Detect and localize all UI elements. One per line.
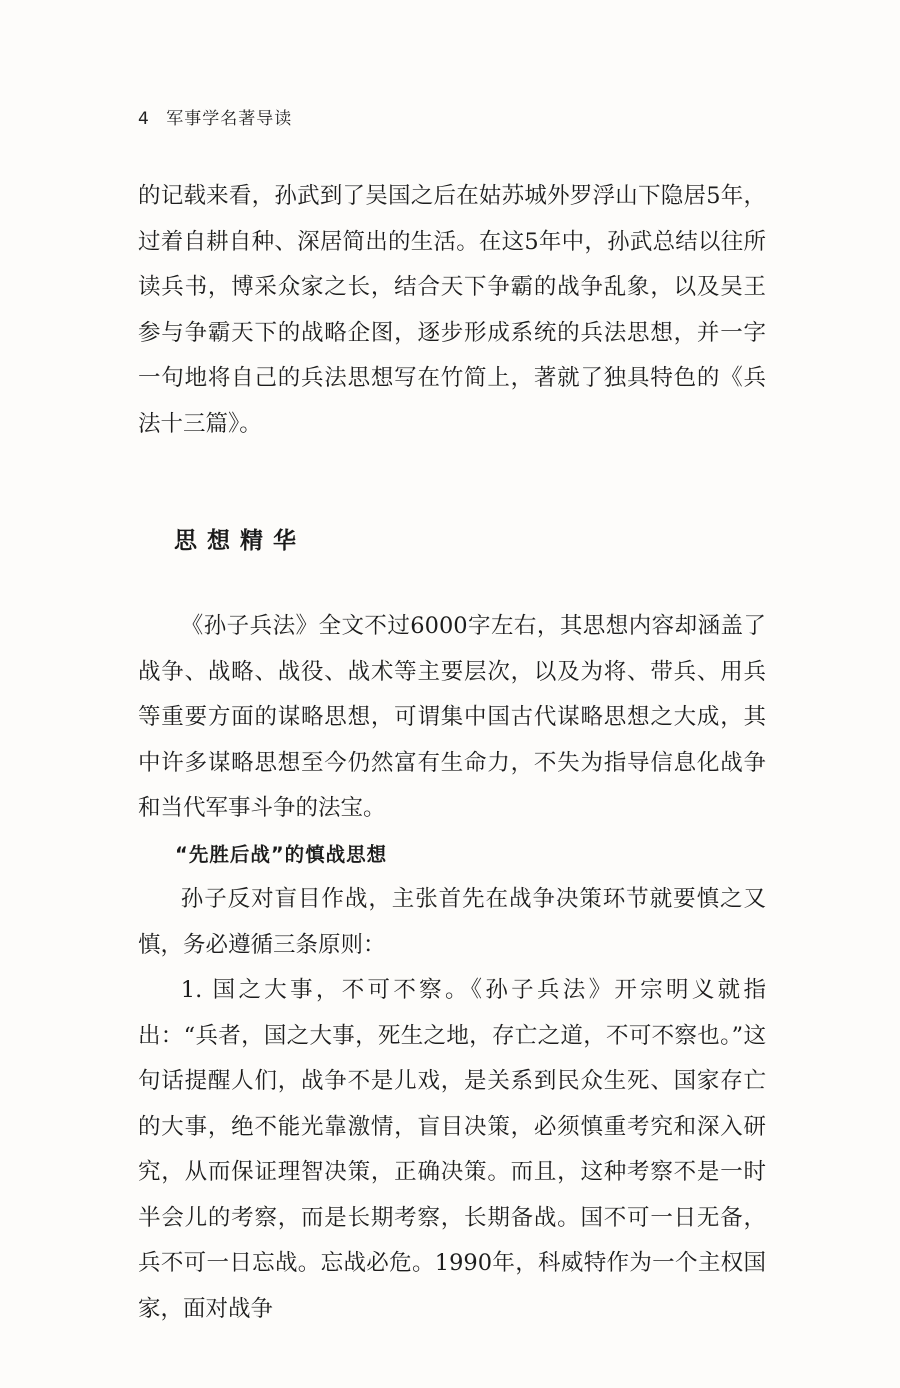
paragraph-point-1: 1. 国之大事，不可不察。《孙子兵法》开宗明义就指出：“兵者，国之大事，死生之地，存亡之道，不可不察也。”这句话提醒人们，战争不是儿戏，是关系到民众生死、国家存亡的大事，绝不能光靠激情，盲目决策，必须慎重考究和深入研究，从而保证理智决策，正确决策。而且，这种考察不是一时半会儿的考察，而是长期考察，长期备战。国不可一日无备，兵不可一日忘战。忘战必危。1990年，科威特作为一个主权国家，面对战争 xyxy=(138,977,766,1322)
paragraph-continued: 的记载来看，孙武到了吴国之后在姑苏城外罗浮山下隐居5年，过着自耕自种、深居简出的生活。在这5年中，孙武总结以往所读兵书，博采众家之长，结合天下争霸的战争乱象，以及吴王参与争霸天下的战略企图，逐步形成系统的兵法思想，并一字一句地将自己的兵法思想写在竹简上，著就了独具特色的《兵法十三篇》。 xyxy=(138,183,766,437)
book-title: 军事学名著导读 xyxy=(166,109,293,129)
section-heading: 思想精华 xyxy=(174,528,306,554)
page-number: 4 xyxy=(138,109,150,129)
running-head xyxy=(138,104,292,129)
paragraph-principles: 孙子反对盲目作战，主张首先在战争决策环节就要慎之又慎，务必遵循三条原则： xyxy=(138,886,766,958)
body-text-main xyxy=(138,604,766,1332)
body-text-continued xyxy=(138,174,766,447)
subheading: “先胜后战”的慎战思想 xyxy=(175,842,388,866)
paragraph-intro: 《孙子兵法》全文不过6000字左右，其思想内容却涵盖了战争、战略、战役、战术等主要层次，以及为将、带兵、用兵等重要方面的谋略思想，可谓集中国古代谋略思想之大成，其中许多谋略思想至今仍然富有生命力，不失为指导信息化战争和当代军事斗争的法宝。 xyxy=(138,613,766,821)
